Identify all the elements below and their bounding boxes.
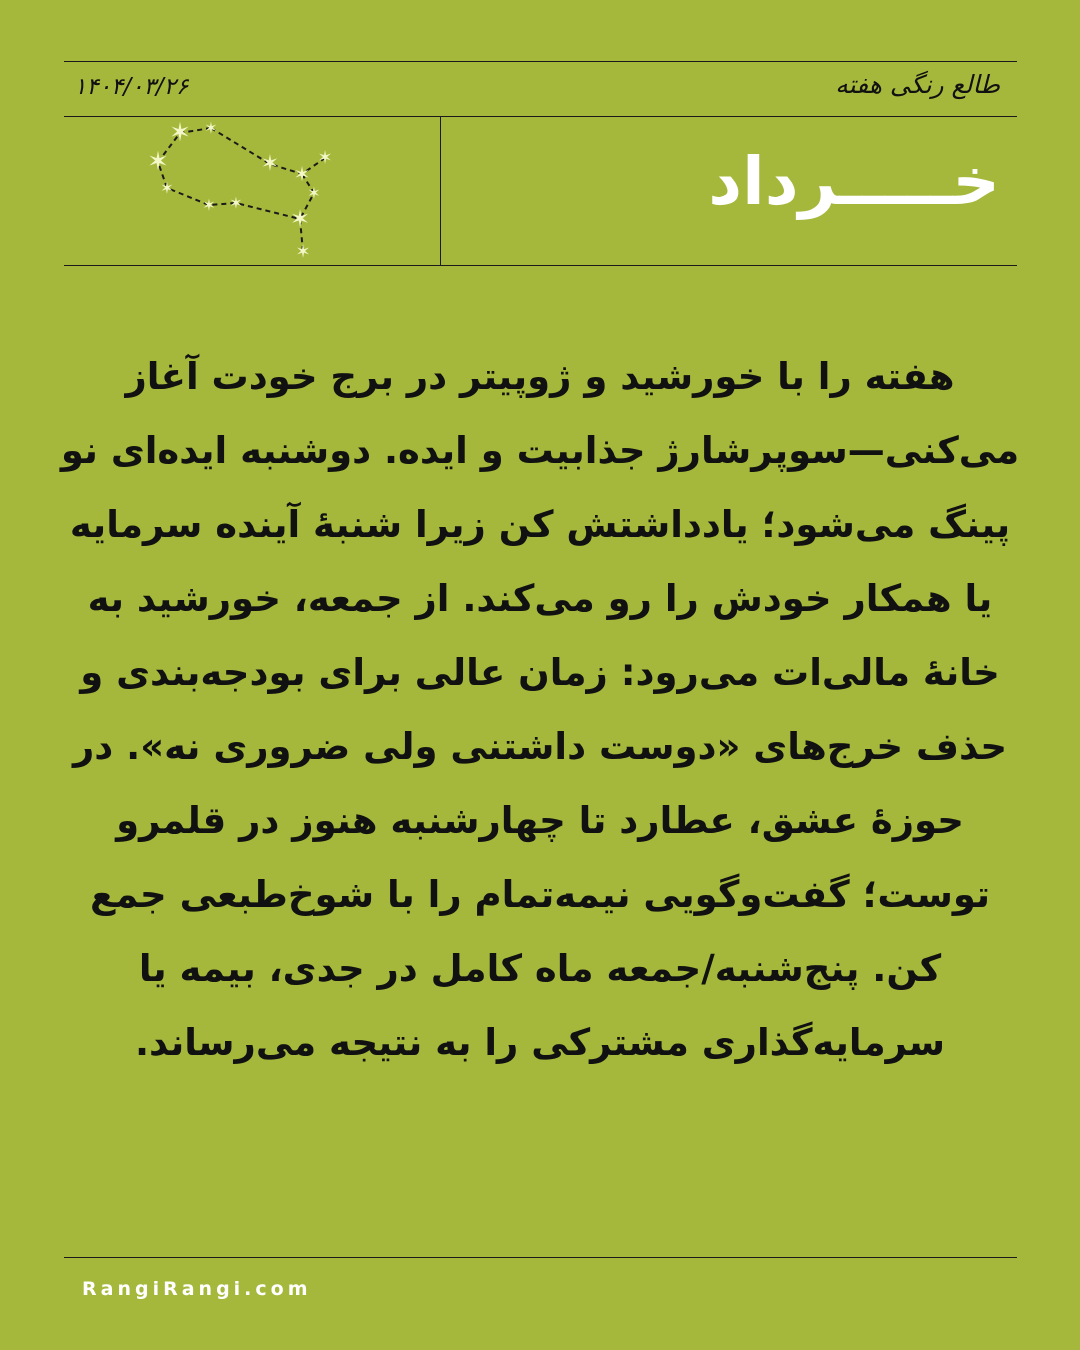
star: ✶ [202, 195, 216, 215]
issue-date: ۱۴۰۴/۰۳/۲۶ [74, 74, 189, 100]
horoscope-text: هفته را با خورشید و ژوپیتر در برج خودت آغاز می‌کنی—سوپرشارژ جذابیت و ایده. دوشنبه ایده‌ای نو پینگ می‌شود؛ یادداشتش کن زیرا شنبهٔ آینده سرمایه یا همکار خودش را رو می‌کند. از جمعه، خورشید به خانهٔ مالی‌ات می‌رود: زمان عالی برای بودجه‌بندی و حذف خرج‌های «دوست داشتنی ولی ضروری نه». در حوزهٔ عشق، عطارد تا چهارشنبه هنوز در قلمرو توست؛ گفت‌وگویی نیمه‌تمام را با شوخ‌طبعی جمع کن. پنج‌شنبه/جمعه ماه کامل در جدی، بیمه یا سرمایه‌گذاری مشترکی را به نتیجه می‌رساند. [60, 355, 1020, 1064]
top-rule [64, 61, 1017, 62]
gemini-constellation-icon [130, 118, 350, 266]
brand-title: طالع رنگی هفته [835, 70, 1000, 99]
star: ✶ [307, 183, 321, 203]
site-url: RangiRangi.com [82, 1278, 312, 1300]
star: ✶ [229, 193, 243, 213]
sign-box-divider [440, 117, 441, 266]
star: ✶ [293, 162, 311, 186]
month-name: خـــــرداد [708, 143, 1000, 220]
star: ✶ [317, 147, 333, 169]
star: ✶ [204, 118, 218, 138]
star: ✶ [147, 147, 169, 177]
star: ✶ [289, 205, 311, 233]
footer-rule [64, 1257, 1017, 1258]
star: ✶ [260, 151, 280, 177]
star: ✶ [160, 178, 174, 198]
header-rule [64, 116, 1017, 117]
star: ✶ [295, 241, 311, 263]
star: ✶ [169, 118, 191, 148]
